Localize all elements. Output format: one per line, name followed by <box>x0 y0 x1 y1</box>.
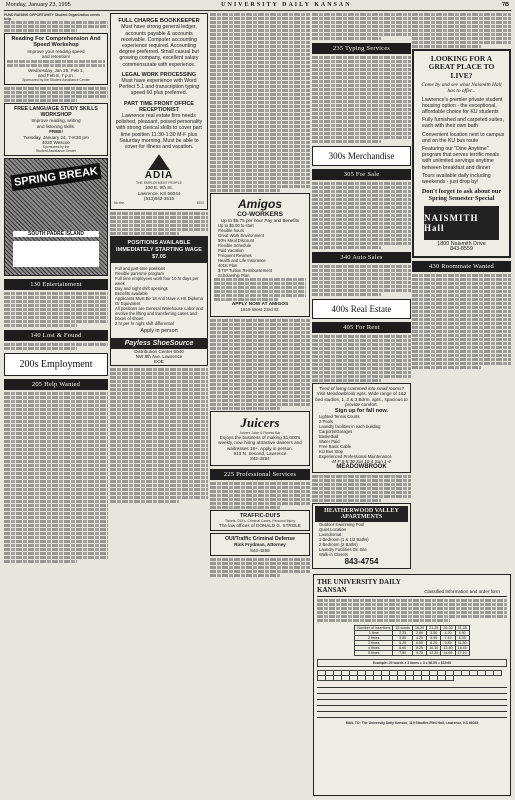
rates-cell: 6.55 <box>412 641 426 646</box>
amigos-benefit-0: Up to $5.00 to start <box>218 223 254 229</box>
section-professional-services: 225 Professional Services <box>210 469 310 480</box>
rates-header-1: 15 words <box>393 626 413 631</box>
rates-cell: 7.80 <box>393 651 413 656</box>
juicers-logo: Juicers <box>240 414 280 430</box>
rates-cell: 1 time <box>355 631 393 636</box>
payless-ad <box>110 236 208 365</box>
naismith-bullet-2: Convenient location next to campus and on the KU bus route <box>422 131 505 144</box>
meadowbrook-cta: Sign up for fall now. <box>334 407 389 414</box>
section-for-rent: 405 For Rent <box>312 322 411 333</box>
rates-cell: 3 times <box>355 641 393 646</box>
form-line-address[interactable] <box>317 689 507 694</box>
header-page-number: 7B <box>501 2 509 8</box>
section-for-sale: 305 For Sale <box>312 169 411 180</box>
amigos-benefit-5: Paid Vacation <box>218 248 244 254</box>
juicers-address: 913 N. Second, Lawrence <box>233 451 287 457</box>
naismith-footer: Don't forget to ask about our Spring Semester Special <box>421 188 502 203</box>
payless-eoe: EOE <box>154 359 164 365</box>
reading-workshop-title: Reading For Comprehension And Speed Workshop <box>11 36 101 49</box>
heatherwood-ad <box>312 503 411 569</box>
column-1 <box>4 13 108 796</box>
naismith-logo-text: NAISMITH Hall <box>424 212 479 233</box>
rates-header-0: Number of insertions <box>355 626 393 631</box>
section-employment: 200s Employment <box>4 353 108 376</box>
naismith-subtitle: Come by and see what Naismith Hall has to offer... <box>421 82 502 95</box>
rates-header-3: 21-25 <box>427 626 441 631</box>
reading-line-3: and Feb 8, 7 p.m. <box>37 73 74 79</box>
rates-cell: 2.80 <box>412 631 426 636</box>
study-line-4: 4020 Wescoe <box>41 140 70 146</box>
rates-cell: 5 times <box>355 651 393 656</box>
meadowbrook-ad <box>312 383 411 473</box>
study-line-1: and listening skills. <box>36 123 76 129</box>
header-paper-title: UNIVERSITY DAILY KANSAN <box>221 2 352 8</box>
payless-addr2: NW 8th Ave. Lawrence <box>135 354 183 360</box>
payless-bullet-2: Full time employees work four 10 hr days per week <box>115 276 199 287</box>
reading-workshop-ad <box>4 33 108 85</box>
amigos-apply: APPLY NOW AT AMIGOS <box>231 302 289 308</box>
amigos-ad <box>210 193 310 317</box>
parttime-title: PART TIME FRONT OFFICE RECEPTIONIST <box>124 100 194 113</box>
rates-cell: 4.90 <box>455 631 469 636</box>
rates-cell: 4.75 <box>412 636 426 641</box>
reading-line-4: Sponsored by the Student Assistance Center <box>22 78 90 83</box>
amigos-benefit-9: $ TIP Tuition Reimbursement <box>218 268 273 274</box>
section-lost-found: 140 Lost & Found <box>4 330 108 341</box>
spring-break-title: SPRING BREAK <box>10 163 101 191</box>
adia-phone: (913)842-1515 <box>143 196 175 202</box>
amigos-benefit-1: Flexible hours <box>218 228 245 234</box>
study-skills-ad <box>4 103 108 156</box>
payless-bullet-6: All positions are General Warehouse Labor and involve the lifting and transferring cases and boxes of shoes <box>115 306 204 322</box>
column-2 <box>110 13 208 796</box>
meadowbrook-item-6: Free Basic Cable <box>319 443 352 449</box>
heatherwood-item-5: Laundry Facilities On Site <box>319 547 367 553</box>
meadowbrook-item-2: Laundry facilities in each building <box>319 423 381 429</box>
section-typing: 235 Typing Services <box>312 43 411 54</box>
legal-body: Must have experience with Word Perfect 5.1 and transcription typing speed 60 plus preferred. <box>118 78 200 97</box>
amigos-coworkers-sub: Up to $5.75 per hour Pay and Benefits <box>220 218 300 223</box>
juicers-ad <box>210 411 310 466</box>
rates-cell: 3.50 <box>427 631 441 636</box>
rates-cell: 9.75 <box>412 651 426 656</box>
adia-ad <box>110 13 208 210</box>
mail-to: MAIL TO: The University Daily Kansan, 119 Stauffer-Flint Hall, Lawrence, KS 66045 <box>345 721 479 725</box>
meadowbrook-item-4: Basketball <box>319 433 339 439</box>
study-skills-title: FREE LANGUAGE STUDY SKILLS WORKSHOP <box>14 106 98 119</box>
payless-addr1: Distribution Center 5040 <box>134 348 184 354</box>
form-line-signature[interactable] <box>317 707 507 712</box>
adia-no-fee: No fee. <box>114 201 125 206</box>
udk-classified-info: Classified Information and order form <box>424 589 500 594</box>
rates-cell: 3.80 <box>393 636 413 641</box>
payless-logo: Payless ShoeSource <box>111 338 207 349</box>
bookkeeper-body: Must have strong general ledger, accounts payable & accounts receivable. Computer accounting experience required. Accounting degree preferred. Small casual but growing company, excellent salary commensurate with experience. <box>119 24 199 68</box>
adia-address: 100 E. 9th St. <box>145 185 173 191</box>
naismith-phone: 843-8559 <box>450 246 473 253</box>
amigos-benefit-2: Great Work Environment <box>218 233 265 239</box>
payless-bullet-5: Applicants Must Be 18 And Have A HS Diploma Or Equivalent <box>115 296 203 307</box>
naismith-bullet-0: Lawrence's premier private student housing option - the exceptional, affordable choice for KU students <box>422 96 503 116</box>
naismith-bullet-1: Fully furnished and carpeted suites, each with their own bath <box>422 117 504 130</box>
payless-bullet-3: Day and night shift openings <box>115 286 168 292</box>
adia-logo <box>114 154 204 185</box>
meadowbrook-name: MEADOWBROOK <box>336 464 387 471</box>
payless-apply: Apply in person <box>140 328 178 335</box>
form-line-name[interactable] <box>317 683 507 688</box>
payless-bullet-0: Full and part-time positions <box>115 266 166 272</box>
study-line-2: FREE! <box>49 129 63 135</box>
meadowbrook-item-7: KU Bus Stop <box>319 448 343 454</box>
juicers-body: Enjoys the business of making $1,000's weekly, now hiring attractive dancers and waitresses 18+. Apply in person. <box>218 434 302 451</box>
spring-break-sub: SOUTH PADRE ISLAND <box>13 231 99 237</box>
rates-cell: 5.95 <box>427 636 441 641</box>
meadowbrook-item-5: Water Paid <box>319 438 340 444</box>
rates-header-2: 16-20 <box>412 626 426 631</box>
rates-header-4: 26-30 <box>441 626 455 631</box>
meadowbrook-hours: M-F 8-5:30 Sat 10-4 Sun 1-4 <box>332 458 391 464</box>
naismith-bullet-4: Tours available daily including weekends - just drop by! <box>422 172 491 186</box>
positions-banner: POSITIONS AVAILABLE IMMEDIATELY STARTING WAGE $7.05 <box>111 237 207 263</box>
juicers-phone: 842-3354 <box>250 456 270 462</box>
amigos-logo: Amigos <box>237 197 282 211</box>
page-header <box>4 0 511 11</box>
adia-city: Lawrence, KS 66044 <box>137 190 181 196</box>
rates-cell: 2.25 <box>393 631 413 636</box>
meadowbrook-tagline: Tired of living crammed into small rooms? <box>319 386 404 391</box>
adia-sub: THE EMPLOYMENT PEOPLE <box>136 181 182 186</box>
rates-cell: 11.50 <box>455 641 469 646</box>
naismith-bullet-3: Featuring our "Dine Anytime" program that serves terrific meals with unlimited servings anytime between breakfast and dinner <box>422 146 499 171</box>
rates-cell: 12.40 <box>441 646 455 651</box>
intro-ad-text: FUND RAISING OPPORTUNITY Student Organization needs help. <box>4 13 100 21</box>
heatherwood-phone: 843-4754 <box>344 557 379 567</box>
amigos-address: 1819 West 23rd St. <box>240 307 280 313</box>
adia-eeo: EEO <box>196 201 204 206</box>
section-merchandise: 300s Merchandise <box>312 146 411 166</box>
traffic-title: TRAFFIC-DUI'S <box>239 512 281 519</box>
section-entertainment: 130 Entertainment <box>4 279 108 290</box>
header-date: Monday, January 23, 1995 <box>6 2 71 8</box>
payless-bullet-1: Flexible part-time program <box>115 271 164 277</box>
naismith-title: LOOKING FOR A GREAT PLACE TO LIVE? <box>428 54 495 80</box>
parttime-body: Lawrence real estate firm needs polished, pleasant, poised personality with strong clerical skills to cover part time position 11:30-1:30 M-F plus Saturday morning. Must be able to cover for illness and vacation. <box>115 113 203 151</box>
naismith-logo <box>424 206 499 240</box>
section-real-estate: 400s Real Estate <box>312 299 411 319</box>
meadowbrook-item-8: Experienced Professional Maintenance <box>319 453 392 459</box>
legal-title: LEGAL WORK PROCESSING <box>121 71 197 78</box>
meadowbrook-call: Visit Meadowbrook Apts. Wide range of 1&2 bed studios, 1, 2 & 3 Bdrm. apts., spacious to provide comfort. <box>315 391 408 408</box>
study-line-3: Tuesday, January 24, 7-8:30 pm <box>23 134 89 140</box>
amigos-benefit-10: Scholarship Plan <box>218 273 250 279</box>
rates-cell: 9.85 <box>441 641 455 646</box>
traffic-sub: Tickets, DUI's, Criminal Cases, Personal Injury <box>224 518 296 523</box>
heatherwood-item-2: Laundromat <box>319 532 342 538</box>
heatherwood-item-3: 1 Bedroom (1 & 1/2 Baths) <box>319 537 369 543</box>
traffic-ad <box>210 510 310 531</box>
amigos-benefit-8: 401K Plan <box>218 263 238 269</box>
naismith-ad <box>412 49 511 258</box>
rates-cell: 14.65 <box>441 651 455 656</box>
rates-table <box>354 625 470 656</box>
rates-cell: 17.10 <box>455 651 469 656</box>
classified-order-form <box>313 574 511 796</box>
column-3 <box>210 13 310 796</box>
rates-cell: 2 times <box>355 636 393 641</box>
form-line-payment[interactable] <box>317 701 507 706</box>
meadowbrook-item-0: Lighted Tennis Courts <box>319 413 360 419</box>
reading-line-0: Improve your reading speed <box>27 48 85 54</box>
form-line-phone[interactable] <box>317 695 507 700</box>
rates-cell: 8.35 <box>455 636 469 641</box>
amigos-benefit-3: 50% Meal Discount <box>218 238 255 244</box>
payless-bullet-7: 2 hr per hr night shift differential <box>115 321 174 327</box>
payless-bullet-4: Benefits available <box>115 291 148 297</box>
rates-header-5: 31-35 <box>455 626 469 631</box>
oui-title: OUI/Traffic Criminal Defense <box>224 536 296 543</box>
bookkeeper-title: FULL CHARGE BOOKKEEPER <box>118 18 200 24</box>
rates-example: Example: 20 words x 3 times = 3 x $6.55 = $19.65 <box>317 659 507 667</box>
reading-line-1: and retention! <box>41 54 71 60</box>
rates-cell: 5.25 <box>393 641 413 646</box>
rates-cell: 8.25 <box>412 646 426 651</box>
reading-line-2: Wednesday, Jan 25, Feb 1, <box>28 67 84 73</box>
heatherwood-item-0: Outdoor Swimming Pool <box>319 522 365 528</box>
rates-cell: 14.45 <box>455 646 469 651</box>
naismith-address: 1800 Naismith Drive <box>437 240 486 247</box>
traffic-firm: The law offices of DONALD G. STROLE <box>219 522 301 528</box>
spring-break-ad <box>4 158 108 276</box>
study-line-6: Student Assistance Center <box>36 149 76 154</box>
rates-cell: 8.20 <box>427 641 441 646</box>
amigos-coworkers: CO-WORKERS <box>237 211 283 218</box>
heatherwood-item-6: Walk-in Closets <box>319 552 348 558</box>
meadowbrook-item-1: 2 Pools <box>319 418 333 424</box>
adia-name: ADIA <box>144 170 174 182</box>
amigos-benefit-4: Flexible Schedule <box>218 243 252 249</box>
meadowbrook-item-3: Carports/Garages <box>319 428 353 434</box>
section-roommate-wanted: 430 Roommate Wanted <box>412 261 511 272</box>
study-line-5: Sponsored by the <box>42 145 70 150</box>
rates-cell: 10.30 <box>427 646 441 651</box>
udk-masthead: THE UNIVERSITY DAILY KANSAN <box>317 578 401 594</box>
heatherwood-name: HEATHERWOOD VALLEY APARTMENTS <box>315 506 408 522</box>
rates-cell: 4.20 <box>441 631 455 636</box>
ad-copy-grid[interactable] <box>317 670 507 680</box>
rates-cell: 6.60 <box>393 646 413 651</box>
section-auto-sales: 340 Auto Sales <box>312 252 411 263</box>
study-line-0: Improve reading, writing <box>31 118 81 124</box>
amigos-benefit-6: Frequent Reviews <box>218 253 252 259</box>
rates-cell: 7.15 <box>441 636 455 641</box>
juicers-sub: Juicers Juice & Fitness Bar <box>239 430 281 435</box>
rates-cell: 12.20 <box>427 651 441 656</box>
heatherwood-item-4: 2 Bedroom (2 Baths) <box>319 542 358 548</box>
amigos-benefit-7: Health and Life Insurance <box>218 258 266 264</box>
oui-phone: 843-4258 <box>250 547 270 553</box>
heatherwood-item-1: Quiet Location <box>319 527 347 533</box>
section-help-wanted: 205 Help Wanted <box>4 379 108 390</box>
form-line-dates[interactable] <box>317 713 507 718</box>
oui-name: Rick Frydman, Attorney <box>234 542 286 548</box>
rates-cell: 4 times <box>355 646 393 651</box>
oui-ad <box>210 533 310 556</box>
